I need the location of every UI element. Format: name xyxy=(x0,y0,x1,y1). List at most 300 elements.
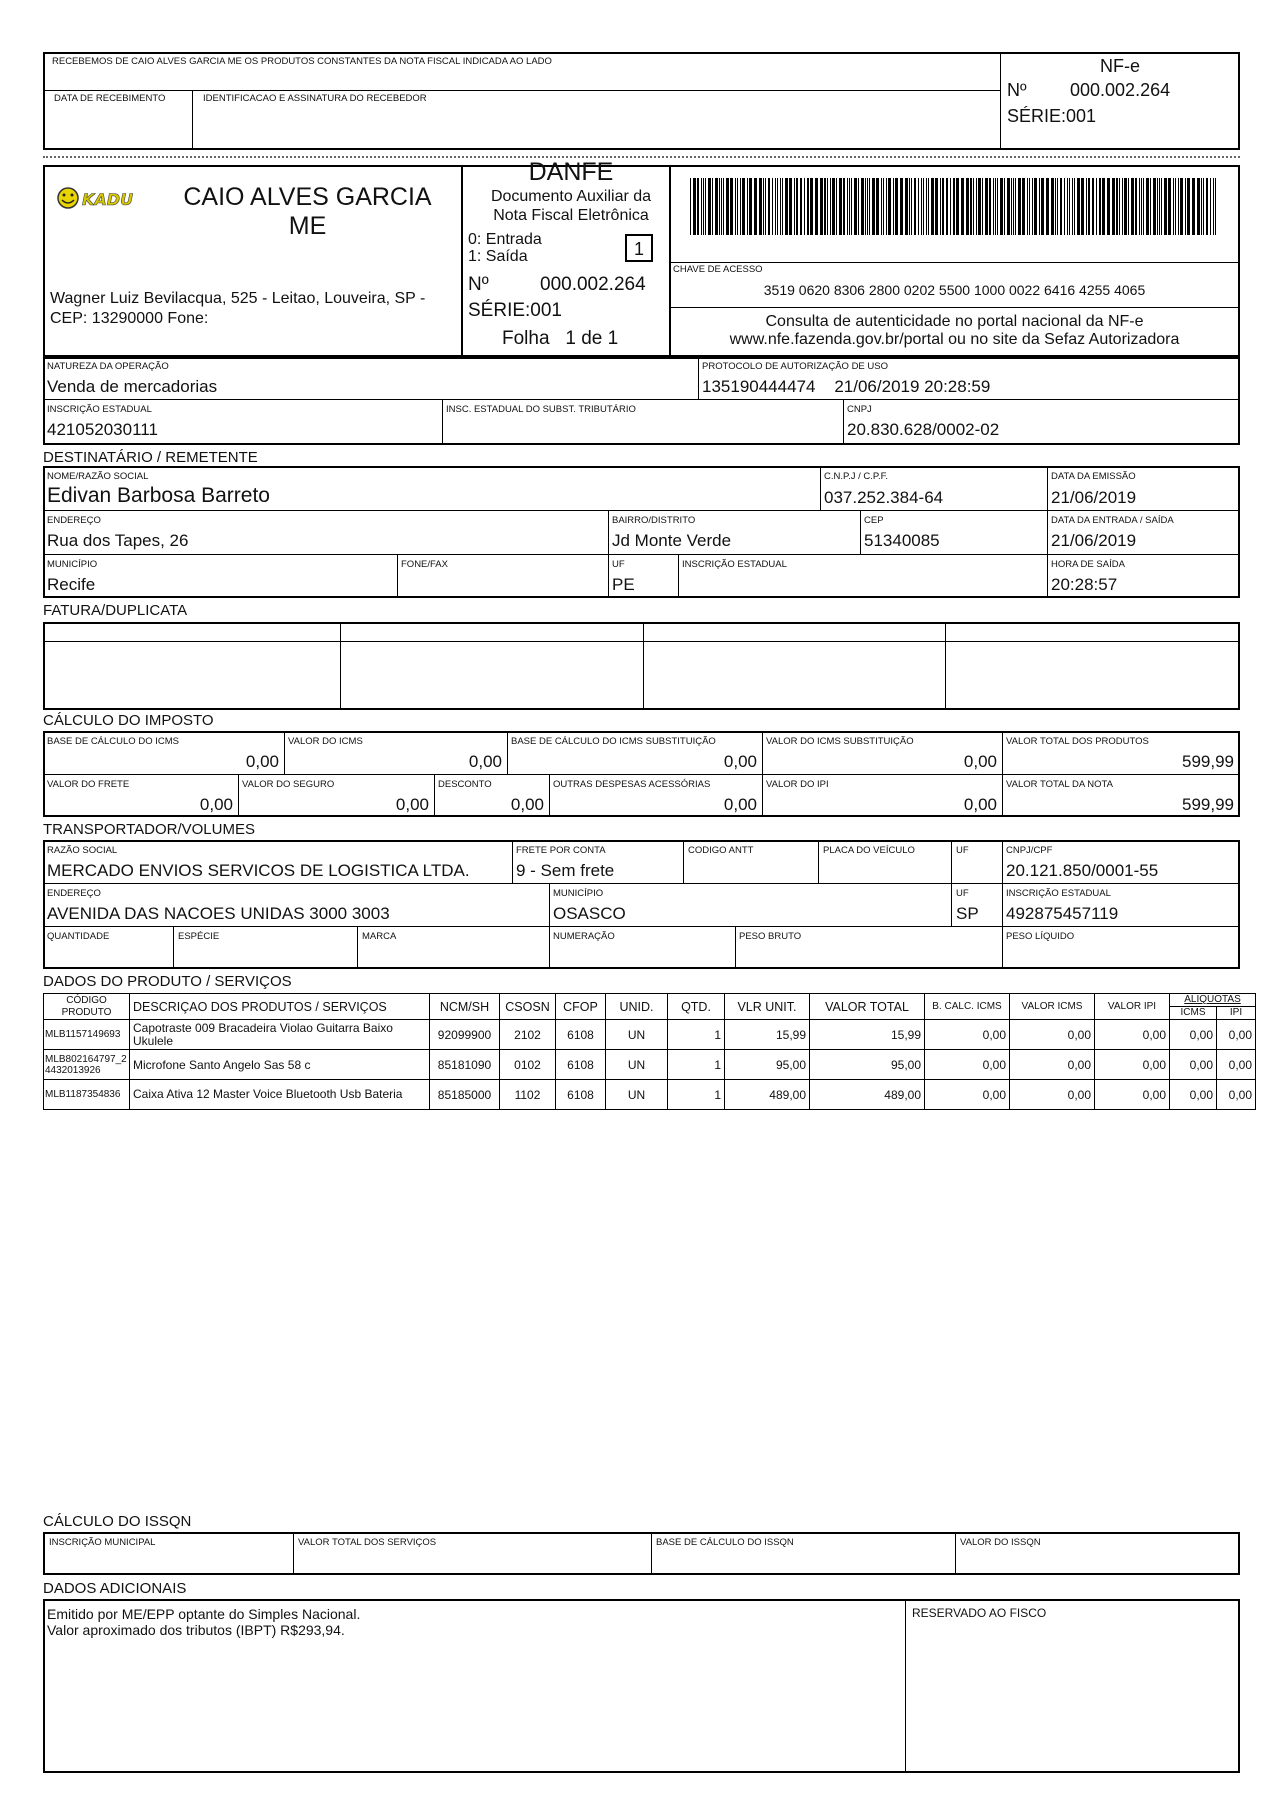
barcode-bar xyxy=(1074,178,1075,235)
danfe-numero: 000.002.264 xyxy=(540,274,646,295)
barcode-bar xyxy=(942,178,944,235)
barcode-bar xyxy=(1175,178,1176,235)
cell-vicms: 0,00 xyxy=(1010,1020,1095,1050)
v-prod: 599,99 xyxy=(1182,752,1234,771)
dest-uf-label: UF xyxy=(612,559,625,570)
danfe-numero-prefix: Nº xyxy=(468,274,489,295)
transp-frete: 9 - Sem frete xyxy=(516,861,615,880)
divider xyxy=(951,840,952,926)
barcode-bar xyxy=(1007,178,1010,235)
barcode-bar xyxy=(858,178,859,235)
barcode-bar xyxy=(789,178,792,235)
danfe-tipo-box: 1 xyxy=(625,234,653,262)
emitente-logo xyxy=(52,183,152,213)
dest-fone-label: FONE/FAX xyxy=(401,559,448,570)
barcode-bar xyxy=(1168,178,1171,235)
divider xyxy=(762,731,763,817)
cell-vicms: 0,00 xyxy=(1010,1050,1095,1080)
divider xyxy=(698,357,699,400)
produtos-table xyxy=(43,993,1256,1110)
dest-hora-label: HORA DE SAÍDA xyxy=(1051,559,1125,570)
svg-text:KADU: KADU xyxy=(82,190,134,209)
barcode-bar xyxy=(1015,178,1016,235)
transp-municipio: OSASCO xyxy=(553,904,626,923)
dest-nome-label: NOME/RAZÃO SOCIAL xyxy=(47,471,149,482)
cell-descricao: Microfone Santo Angelo Sas 58 c xyxy=(130,1050,430,1080)
barcode-bar xyxy=(810,178,813,235)
barcode-bar xyxy=(1064,178,1065,235)
natureza-label: NATUREZA DA OPERAÇÃO xyxy=(47,361,169,372)
barcode-bar xyxy=(832,178,835,235)
ie-value: 421052030111 xyxy=(47,420,158,439)
barcode-bar xyxy=(1067,178,1068,235)
barcode-bar xyxy=(690,178,691,235)
col-aliquotas: ALIQUOTAS xyxy=(1170,994,1256,1007)
barcode-bar xyxy=(754,178,757,235)
divider xyxy=(442,400,443,445)
barcode-bar xyxy=(740,178,741,235)
barcode-bar xyxy=(997,178,998,235)
transp-razao: MERCADO ENVIOS SERVICOS DE LOGISTICA LTDA. xyxy=(47,861,470,880)
barcode-bar xyxy=(1203,178,1204,235)
cell-vipi: 0,00 xyxy=(1095,1080,1170,1110)
divider xyxy=(173,926,174,969)
divider xyxy=(397,554,398,598)
barcode-bar xyxy=(911,178,912,235)
divider xyxy=(43,883,1240,884)
barcode-bar xyxy=(715,178,718,235)
barcode-bar xyxy=(1206,178,1208,235)
barcode-bar xyxy=(849,178,850,235)
col-cfop: CFOP xyxy=(556,994,606,1020)
barcode-bar xyxy=(796,178,798,235)
barcode-bar xyxy=(726,178,729,235)
barcode-bar xyxy=(1018,178,1021,235)
col-vtotal: VALOR TOTAL xyxy=(810,994,925,1020)
fatura-box xyxy=(43,622,1240,710)
barcode-bar xyxy=(888,178,891,235)
barcode-bar xyxy=(1000,178,1003,235)
natureza-value: Venda de mercadorias xyxy=(47,377,218,396)
barcode-bar xyxy=(742,178,745,235)
transp-especie-label: ESPÉCIE xyxy=(178,931,220,942)
dest-entrada-label: DATA DA ENTRADA / SAÍDA xyxy=(1051,515,1174,526)
cell-bcalc: 0,00 xyxy=(925,1080,1010,1110)
desconto-label: DESCONTO xyxy=(438,779,492,790)
divider xyxy=(43,641,1240,642)
divider xyxy=(669,307,1240,308)
barcode-bar xyxy=(956,178,959,235)
bc-icms-label: BASE DE CÁLCULO DO ICMS xyxy=(47,736,179,747)
barcode-bar xyxy=(1122,178,1123,235)
barcode-bar xyxy=(735,178,736,235)
transp-frete-label: FRETE POR CONTA xyxy=(516,845,606,856)
col-ncm: NCM/SH xyxy=(430,994,500,1020)
barcode-bar xyxy=(1178,178,1179,235)
barcode-bar xyxy=(893,178,894,235)
barcode-bar xyxy=(995,178,996,235)
cell-csosn: 1102 xyxy=(500,1080,556,1110)
barcode-bar xyxy=(794,178,795,235)
chave-consulta2: www.nfe.fazenda.gov.br/portal ou no site da Sefaz Autorizadora xyxy=(729,331,1180,348)
barcode-bar xyxy=(966,178,969,235)
table-row xyxy=(44,1020,1256,1050)
divider xyxy=(651,1532,652,1575)
barcode-bar xyxy=(1124,178,1127,235)
transp-peso-liq-label: PESO LÍQUIDO xyxy=(1006,931,1075,942)
cell-ncm: 92099900 xyxy=(430,1020,500,1050)
cell-vicms: 0,00 xyxy=(1010,1080,1095,1110)
barcode-bar xyxy=(775,178,776,235)
barcode-bar xyxy=(928,178,929,235)
barcode-bar xyxy=(1060,178,1062,235)
barcode-bar xyxy=(1032,178,1033,235)
divider xyxy=(43,399,1240,400)
barcode-bar xyxy=(973,178,974,235)
barcode-bar xyxy=(703,178,704,235)
divider xyxy=(43,774,1240,775)
cell-unid: UN xyxy=(606,1050,668,1080)
barcode-bar xyxy=(970,178,972,235)
barcode-bar xyxy=(772,178,773,235)
divider xyxy=(820,466,821,510)
frete: 0,00 xyxy=(199,795,233,814)
bc-st: 0,00 xyxy=(723,752,757,771)
barcode-bar xyxy=(926,178,927,235)
barcode-bar xyxy=(1051,178,1054,235)
canhoto-numero: 000.002.264 xyxy=(1070,80,1171,100)
divider xyxy=(238,774,239,817)
barcode-bar xyxy=(1004,178,1005,235)
transp-peso-bruto-label: PESO BRUTO xyxy=(739,931,802,942)
divider xyxy=(843,400,844,445)
barcode-bar xyxy=(1096,178,1097,235)
emitente-endereco: Wagner Luiz Bevilacqua, 525 - Leitao, Louveira, SP - CEP: 13290000 Fone: xyxy=(50,290,426,327)
cell-cfop: 6108 xyxy=(556,1020,606,1050)
barcode-bar xyxy=(895,178,898,235)
danfe-subtitle1: Documento Auxiliar da xyxy=(490,188,652,205)
barcode-bar xyxy=(1173,178,1174,235)
barcode-bar xyxy=(876,178,879,235)
divider xyxy=(905,1599,906,1773)
issqn-v-label: VALOR DO ISSQN xyxy=(960,1537,1041,1548)
frete-label: VALOR DO FRETE xyxy=(47,779,130,790)
chave-label: CHAVE DE ACESSO xyxy=(673,264,763,275)
ie-label: INSCRIÇÃO ESTADUAL xyxy=(47,404,152,415)
divider xyxy=(669,262,1240,263)
barcode-bar xyxy=(900,178,903,235)
barcode-bar xyxy=(782,178,783,235)
barcode-bar xyxy=(843,178,845,235)
divider xyxy=(1002,731,1003,817)
barcode-bar xyxy=(701,178,702,235)
col-vicms: VALOR ICMS xyxy=(1010,994,1095,1020)
divider xyxy=(608,510,609,598)
v-icms-label: VALOR DO ICMS xyxy=(288,736,363,747)
divider xyxy=(43,554,1240,555)
barcode-bar xyxy=(815,178,818,235)
cell-codigo: MLB1157149693 xyxy=(44,1020,130,1050)
seguro-label: VALOR DO SEGURO xyxy=(242,779,335,790)
barcode-bar xyxy=(800,178,802,235)
dest-emissao-label: DATA DA EMISSÃO xyxy=(1051,471,1136,482)
desconto: 0,00 xyxy=(510,795,544,814)
barcode-bar xyxy=(1046,178,1049,235)
cell-unid: UN xyxy=(606,1020,668,1050)
dest-ie-label: INSCRIÇÃO ESTADUAL xyxy=(682,559,787,570)
barcode-bar xyxy=(830,178,831,235)
barcode-bar xyxy=(1128,178,1129,235)
col-bcalc: B. CALC. ICMS xyxy=(925,994,1010,1020)
danfe-folha: Folha 1 de 1 xyxy=(502,328,619,349)
barcode-bar xyxy=(1057,178,1058,235)
divider xyxy=(1000,52,1001,150)
dest-endereco-label: ENDEREÇO xyxy=(47,515,101,526)
barcode-bar xyxy=(1161,178,1162,235)
cell-unid: UN xyxy=(606,1080,668,1110)
barcode-bar xyxy=(1055,178,1056,235)
barcode-bar xyxy=(1153,178,1156,235)
barcode-bar xyxy=(836,178,837,235)
col-csosn: CSOSN xyxy=(500,994,556,1020)
cell-vtotal: 15,99 xyxy=(810,1020,925,1050)
chave-value: 3519 0620 8306 2800 0202 5500 1000 0022 6416 4255 4065 xyxy=(763,282,1146,298)
barcode-bar xyxy=(989,178,991,235)
barcode-bar xyxy=(1146,178,1149,235)
barcode-bar xyxy=(931,178,934,235)
barcode-bar xyxy=(1213,178,1214,235)
cnpj-value: 20.830.628/0002-02 xyxy=(847,420,1000,439)
dest-cep-label: CEP xyxy=(864,515,884,526)
barcode-bar xyxy=(1011,178,1012,235)
barcode-bar xyxy=(804,178,805,235)
barcode-bar xyxy=(1013,178,1014,235)
barcode-bar xyxy=(1159,178,1160,235)
issqn-section: CÁLCULO DO ISSQN xyxy=(43,1513,192,1530)
barcode-bar xyxy=(697,178,699,235)
transp-endereco: AVENIDA DAS NACOES UNIDAS 3000 3003 xyxy=(47,904,390,923)
barcode-bar xyxy=(909,178,910,235)
barcode-bar xyxy=(1069,178,1070,235)
barcode-bar xyxy=(914,178,916,235)
barcode-bar xyxy=(872,178,875,235)
canhoto-numero-prefix: Nº xyxy=(1007,80,1027,100)
barcode-bar xyxy=(881,178,882,235)
barcode-bar xyxy=(1180,178,1183,235)
barcode-bar xyxy=(921,178,922,235)
cell-cfop: 6108 xyxy=(556,1080,606,1110)
barcode-bar xyxy=(918,178,919,235)
cell-qtd: 1 xyxy=(668,1080,725,1110)
col-codigo: CÓDIGO PRODUTO xyxy=(44,994,130,1020)
barcode-bar xyxy=(1072,178,1073,235)
divider xyxy=(293,1532,294,1575)
barcode-bar xyxy=(1164,178,1167,235)
dest-hora: 20:28:57 xyxy=(1051,575,1118,594)
dest-nome: Edivan Barbosa Barreto xyxy=(47,484,270,507)
cell-csosn: 0102 xyxy=(500,1050,556,1080)
col-unid: UNID. xyxy=(606,994,668,1020)
barcode-bar xyxy=(1157,178,1158,235)
barcode-bar xyxy=(839,178,842,235)
outras-label: OUTRAS DESPESAS ACESSÓRIAS xyxy=(553,779,711,790)
barcode-bar xyxy=(946,178,948,235)
dest-entrada: 21/06/2019 xyxy=(1051,531,1137,550)
barcode-bar xyxy=(940,178,941,235)
barcode-bar xyxy=(1185,178,1186,235)
barcode-bar xyxy=(693,178,696,235)
chave-consulta1: Consulta de autenticidade no portal nacional da NF-e xyxy=(765,313,1144,330)
outras: 0,00 xyxy=(723,795,757,814)
natureza-box xyxy=(43,357,1240,445)
barcode-bar xyxy=(1102,178,1105,235)
dest-municipio-label: MUNICÍPIO xyxy=(47,559,98,570)
barcode-bar xyxy=(1215,178,1216,235)
barcode-bar xyxy=(747,178,748,235)
issqn-im-label: INSCRIÇÃO MUNICIPAL xyxy=(49,1537,156,1548)
issqn-box xyxy=(43,1532,1240,1575)
barcode-bar xyxy=(1041,178,1044,235)
cell-csosn: 2102 xyxy=(500,1020,556,1050)
transp-antt-label: CODIGO ANTT xyxy=(688,845,754,856)
barcode-bar xyxy=(950,178,951,235)
barcode-bar xyxy=(820,178,823,235)
divider xyxy=(549,774,550,817)
bc-st-label: BASE DE CÁLCULO DO ICMS SUBSTITUIÇÃO xyxy=(511,736,716,747)
cell-aipi: 0,00 xyxy=(1217,1080,1256,1110)
cell-aipi: 0,00 xyxy=(1217,1050,1256,1080)
dest-bairro: Jd Monte Verde xyxy=(612,531,732,550)
transporte-section: TRANSPORTADOR/VOLUMES xyxy=(43,821,255,838)
barcode-bar xyxy=(1143,178,1144,235)
barcode-bar xyxy=(953,178,955,235)
barcode-bar xyxy=(1187,178,1190,235)
barcode-bar xyxy=(1107,178,1110,235)
divider xyxy=(43,90,1001,91)
table-row xyxy=(44,1080,1256,1110)
barcode-bar xyxy=(851,178,852,235)
divider xyxy=(683,840,684,883)
identificacao-label: IDENTIFICACAO E ASSINATURA DO RECEBEDOR xyxy=(203,93,427,104)
fatura-section: FATURA/DUPLICATA xyxy=(43,602,188,619)
barcode-bar xyxy=(1201,178,1202,235)
barcode-bar xyxy=(730,178,733,235)
issqn-vserv-label: VALOR TOTAL DOS SERVIÇOS xyxy=(298,1537,437,1548)
dest-uf: PE xyxy=(612,575,635,594)
ipi-label: VALOR DO IPI xyxy=(766,779,829,790)
bc-icms: 0,00 xyxy=(245,752,279,771)
cell-vipi: 0,00 xyxy=(1095,1050,1170,1080)
cell-vtotal: 489,00 xyxy=(810,1080,925,1110)
barcode-bar xyxy=(759,178,762,235)
produtos-section: DADOS DO PRODUTO / SERVIÇOS xyxy=(43,973,292,990)
destinatario-section: DESTINATÁRIO / REMETENTE xyxy=(43,449,258,466)
divider xyxy=(643,622,644,710)
danfe-title: DANFE xyxy=(528,158,614,186)
barcode-bar xyxy=(712,178,713,235)
cell-qtd: 1 xyxy=(668,1050,725,1080)
fisco-label: RESERVADO AO FISCO xyxy=(912,1606,1047,1620)
barcode-bar xyxy=(765,178,766,235)
col-qtd: QTD. xyxy=(668,994,725,1020)
adicionais-section: DADOS ADICIONAIS xyxy=(43,1580,187,1597)
cell-aicms: 0,00 xyxy=(1170,1020,1217,1050)
ipi: 0,00 xyxy=(963,795,997,814)
transp-uf2-label: UF xyxy=(956,888,969,899)
v-prod-label: VALOR TOTAL DOS PRODUTOS xyxy=(1006,736,1149,747)
barcode-bar xyxy=(1116,178,1118,235)
barcode-bar xyxy=(1029,178,1030,235)
transp-numeracao-label: NUMERAÇÃO xyxy=(553,931,615,942)
emitente-nome: CAIO ALVES GARCIA ME xyxy=(183,183,432,240)
divider xyxy=(1047,466,1048,598)
dest-endereco: Rua dos Tapes, 26 xyxy=(47,531,189,550)
col-vunit: VLR UNIT. xyxy=(725,994,810,1020)
col-aicms: ICMS xyxy=(1170,1007,1217,1020)
barcode-bar xyxy=(847,178,848,235)
dest-cnpj-label: C.N.P.J / C.P.F. xyxy=(824,471,889,482)
cell-aicms: 0,00 xyxy=(1170,1050,1217,1080)
barcode-bar xyxy=(737,178,738,235)
barcode-bar xyxy=(1139,178,1140,235)
cell-vipi: 0,00 xyxy=(1095,1020,1170,1050)
barcode-bar xyxy=(867,178,868,235)
table-row xyxy=(44,1050,1256,1080)
transp-ie-label: INSCRIÇÃO ESTADUAL xyxy=(1006,888,1111,899)
divider xyxy=(357,926,358,969)
canhoto-nfe: NF-e xyxy=(1100,56,1140,76)
v-nota-label: VALOR TOTAL DA NOTA xyxy=(1006,779,1113,790)
divider xyxy=(43,926,1240,927)
transp-qtd-label: QUANTIDADE xyxy=(47,931,110,942)
v-icms: 0,00 xyxy=(468,752,502,771)
barcode-bar xyxy=(886,178,887,235)
barcode-bar xyxy=(978,178,981,235)
divider xyxy=(818,840,819,883)
adicionais-line1: Emitido por ME/EPP optante do Simples Nacional. xyxy=(47,1606,361,1622)
barcode-bar xyxy=(749,178,752,235)
transp-uf-label: UF xyxy=(956,845,969,856)
dest-municipio: Recife xyxy=(47,575,96,594)
cell-codigo: MLB1187354836 xyxy=(44,1080,130,1110)
barcode-bar xyxy=(1150,178,1151,235)
barcode-bar xyxy=(982,178,983,235)
divider xyxy=(945,622,946,710)
cell-vtotal: 95,00 xyxy=(810,1050,925,1080)
divider xyxy=(955,1532,956,1575)
dest-cep: 51340085 xyxy=(864,531,940,550)
v-nota: 599,99 xyxy=(1182,795,1234,814)
barcode-bar xyxy=(905,178,908,235)
cell-qtd: 1 xyxy=(668,1020,725,1050)
issqn-bc-label: BASE DE CÁLCULO DO ISSQN xyxy=(656,1537,794,1548)
cnpj-label: CNPJ xyxy=(847,404,872,415)
divider xyxy=(340,622,341,710)
dest-cnpj: 037.252.384-64 xyxy=(824,488,944,507)
barcode-bar xyxy=(854,178,857,235)
seguro: 0,00 xyxy=(395,795,429,814)
barcode-bar xyxy=(780,178,781,235)
barcode-bar xyxy=(1131,178,1134,235)
barcode-bar xyxy=(824,178,826,235)
barcode-bar xyxy=(1210,178,1211,235)
barcode-bar xyxy=(935,178,938,235)
col-aipi: IPI xyxy=(1217,1007,1256,1020)
transp-placa-label: PLACA DO VEÍCULO xyxy=(823,845,915,856)
barcode-bar xyxy=(827,178,828,235)
barcode-bar xyxy=(1197,178,1200,235)
dest-emissao: 21/06/2019 xyxy=(1051,488,1137,507)
